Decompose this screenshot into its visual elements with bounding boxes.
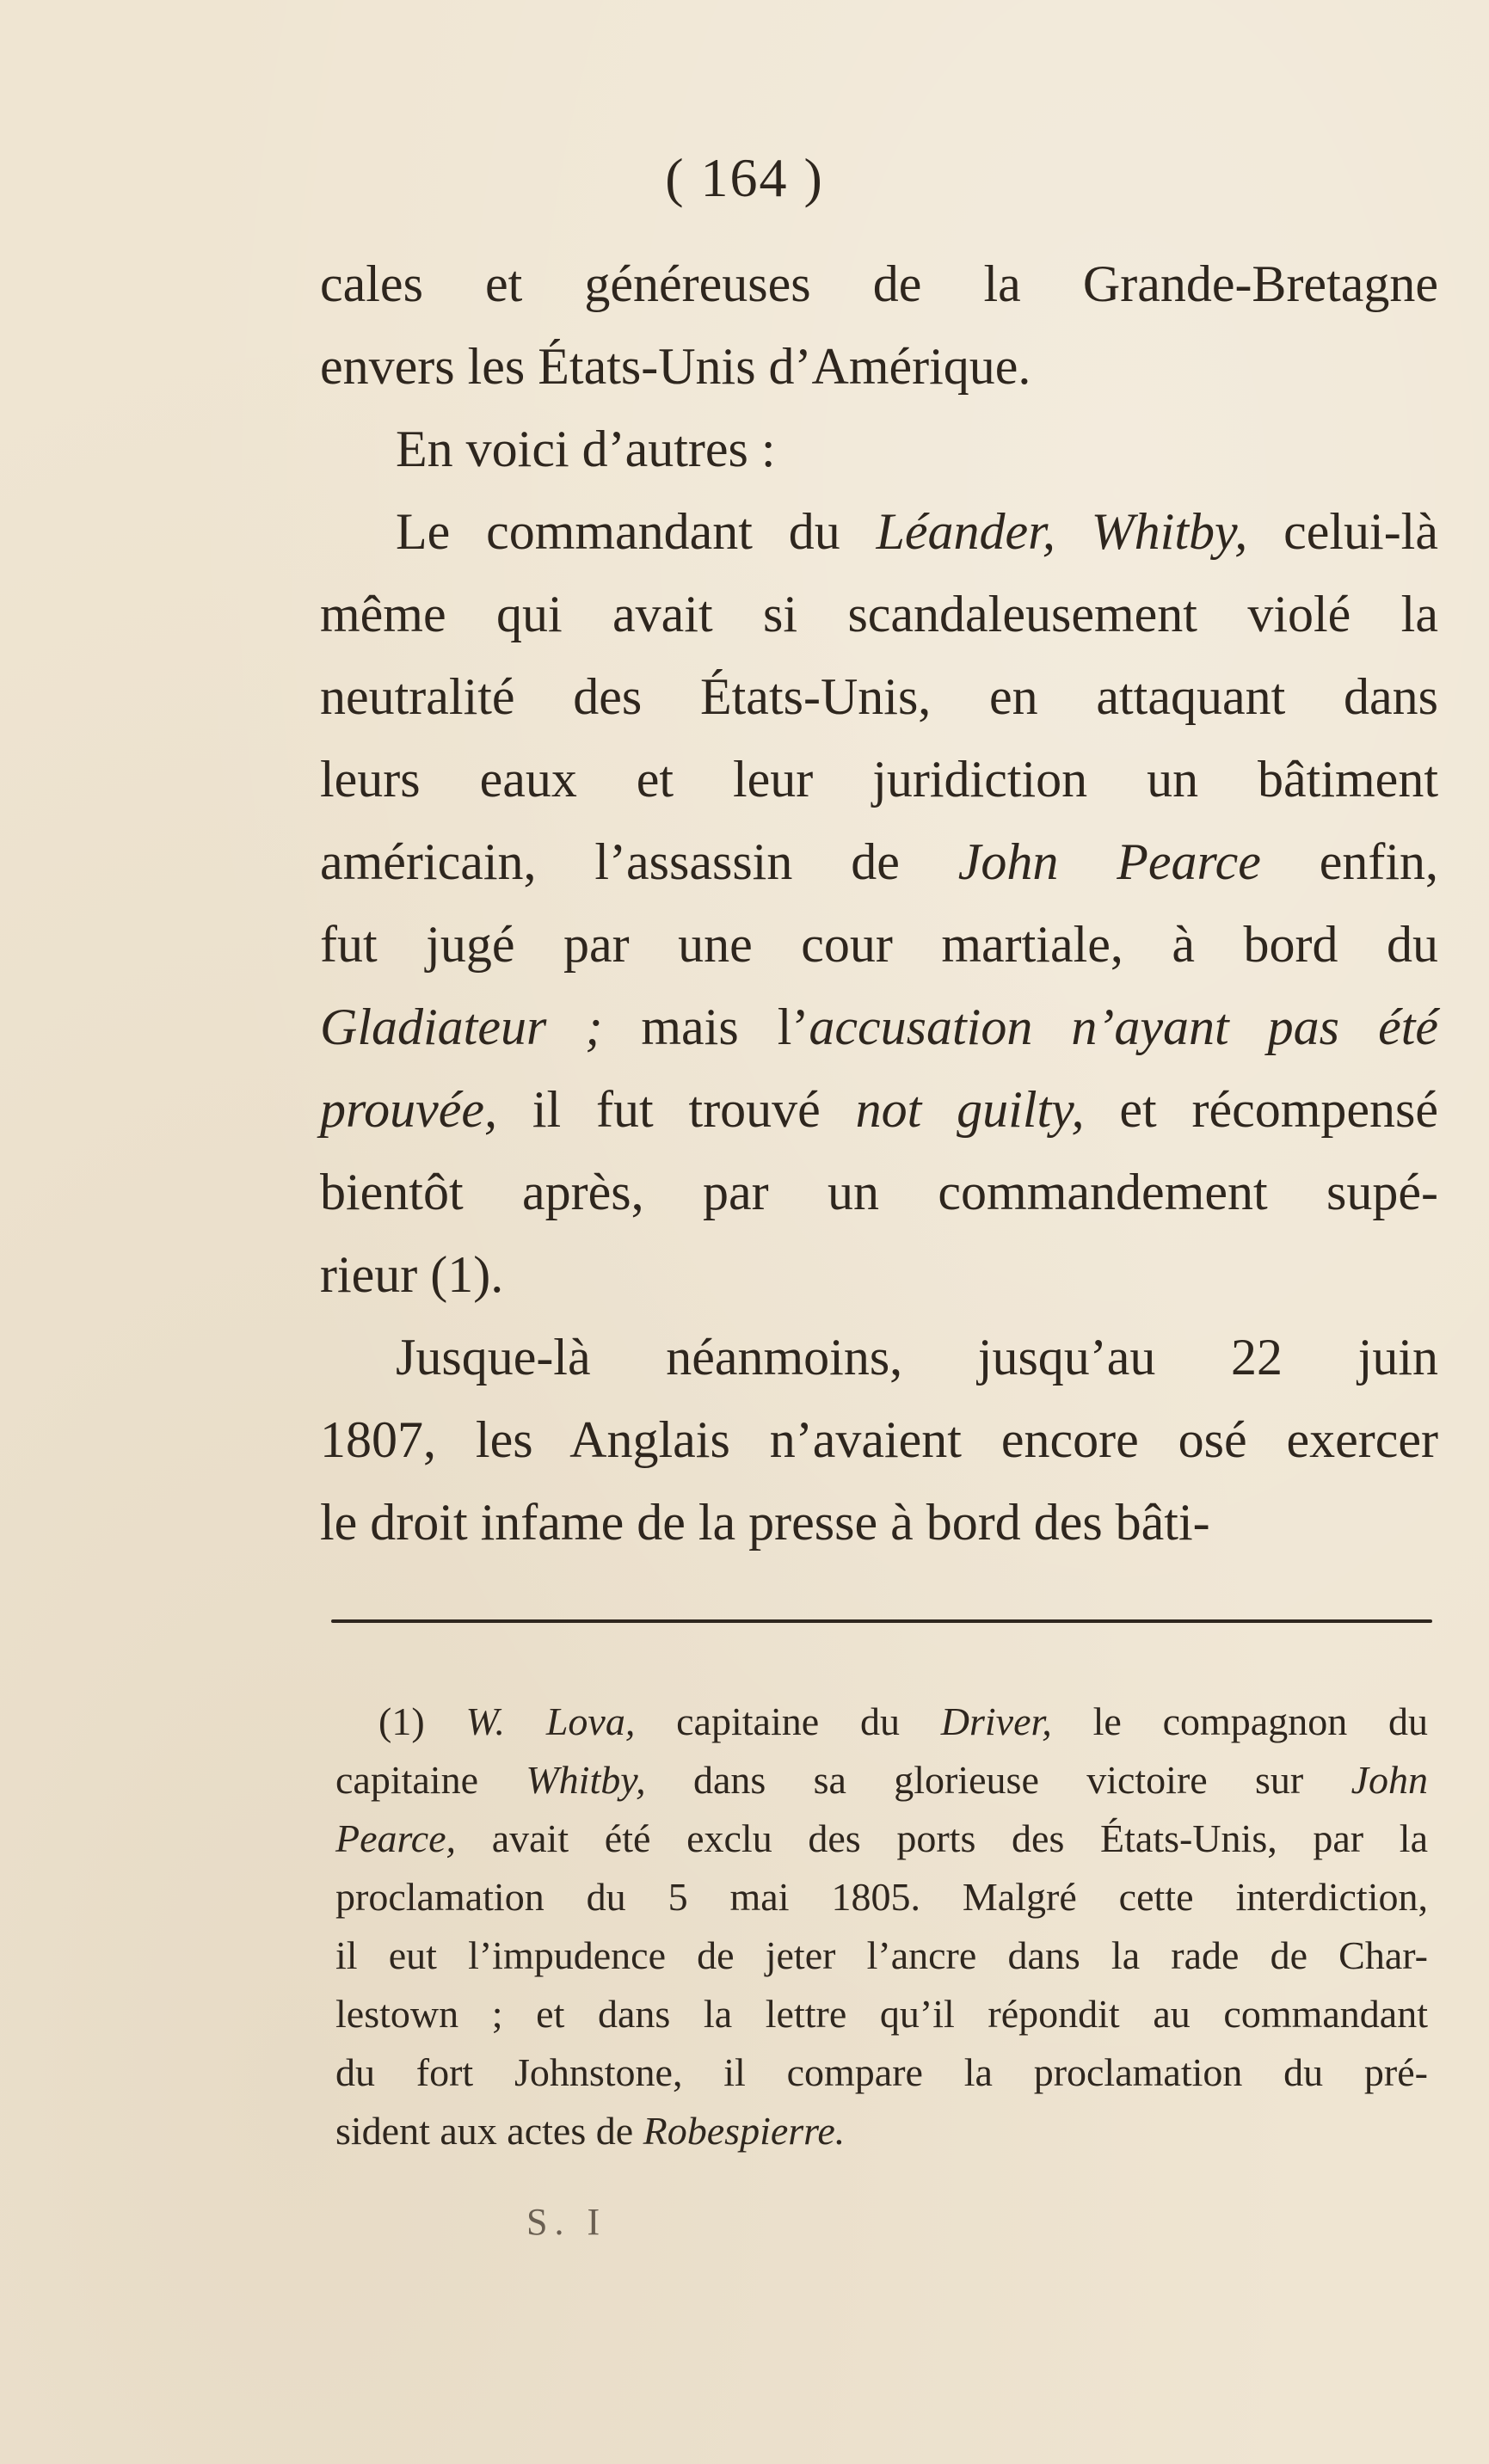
footnote-text: Whitby, (526, 1758, 646, 1802)
main-text (320, 243, 1438, 1564)
footnote-line (335, 1926, 1428, 1985)
footnote-line (335, 2102, 1428, 2160)
footnote-text: John (1351, 1758, 1428, 1802)
body-line (320, 573, 1438, 655)
body-line (320, 243, 1438, 325)
body-text-run: John Pearce (957, 833, 1261, 890)
body-text-run: En voici d’autres : (396, 421, 776, 477)
body-text-run: 1807, les Anglais n’avaient encore osé exercer (320, 1411, 1438, 1468)
body-text-run: Léander, Whitby, (876, 503, 1248, 560)
footnote-text: proclamation du 5 mai 1805. Malgré cette interdiction, (335, 1875, 1428, 1919)
footnote-text: W. Lova, (465, 1699, 636, 1743)
body-text-run: enfin, (1260, 833, 1438, 890)
body-text-run: il fut trouvé (497, 1081, 856, 1138)
body-text-run: Gladiateur ; (320, 999, 603, 1055)
footnote-text: capitaine (335, 1758, 526, 1802)
footnote (335, 1693, 1428, 2160)
body-text-run: envers les États-Unis d’Amérique. (320, 338, 1031, 395)
footnote-text: Driver, (940, 1699, 1052, 1743)
body-line (320, 1316, 1438, 1398)
footnote-text: du fort Johnstone, il compare la proclamation du pré- (335, 2050, 1428, 2094)
footnote-line (335, 1985, 1428, 2043)
footnote-text: (1) (378, 1699, 466, 1743)
body-text-run: même qui avait si scandaleusement violé la (320, 586, 1438, 642)
body-line (320, 820, 1438, 903)
footnote-text: lestown ; et dans la lettre qu’il répondit au commandant (335, 1992, 1428, 2036)
body-text-run: cales et généreuses de la Grande-Bretagne (320, 255, 1438, 312)
footnote-line (335, 1751, 1428, 1810)
footnote-line (335, 1693, 1428, 1751)
body-text-run: américain, l’assassin de (320, 833, 958, 890)
footnote-rule (331, 1619, 1432, 1623)
footnote-text: Robespierre. (643, 2109, 846, 2153)
body-text-run: et récompensé (1084, 1081, 1439, 1138)
body-line (320, 655, 1438, 738)
footnote-text: il eut l’impudence de jeter l’ancre dans la rade de Char- (335, 1933, 1428, 1977)
body-text-run: Jusque-là néanmoins, jusqu’au 22 juin (396, 1329, 1438, 1386)
body-text-run: Le commandant du (396, 503, 877, 560)
footnote-text: le compagnon du (1051, 1699, 1428, 1743)
body-text-run: accusation n’ayant pas été (809, 999, 1438, 1055)
body-text-run: not guilty, (855, 1081, 1085, 1138)
footnote-line (335, 1810, 1428, 1868)
body-line (320, 1233, 1438, 1316)
body-line (320, 325, 1438, 408)
footnote-line (335, 1868, 1428, 1926)
body-text-run: le droit infame de la presse à bord des bâti- (320, 1494, 1210, 1551)
footnote-text: sident aux actes de (335, 2109, 643, 2153)
body-line (320, 1151, 1438, 1233)
footnote-text: avait été exclu des ports des États-Unis, par la (456, 1816, 1428, 1860)
body-text-run: prouvée, (320, 1081, 498, 1138)
footnote-text: dans sa glorieuse victoire sur (645, 1758, 1351, 1802)
body-text-run: bientôt après, par un commandement supé- (320, 1164, 1438, 1220)
body-line (320, 903, 1438, 986)
body-line (320, 408, 1438, 490)
body-text-run: mais l’ (602, 999, 809, 1055)
page-number: ( 164 ) (665, 147, 824, 208)
footnote-text: Pearce, (335, 1816, 457, 1860)
footnote-line (335, 2043, 1428, 2102)
body-text-run: celui-là (1247, 503, 1438, 560)
body-text-run: rieur (1). (320, 1246, 504, 1303)
body-line (320, 1068, 1438, 1151)
body-line (320, 490, 1438, 573)
body-line (320, 986, 1438, 1068)
body-text-run: leurs eaux et leur juridiction un bâtiment (320, 751, 1438, 808)
body-line (320, 1398, 1438, 1481)
footnote-text: capitaine du (635, 1699, 941, 1743)
body-line (320, 1481, 1438, 1564)
body-line (320, 738, 1438, 820)
body-text-run: fut jugé par une cour martiale, à bord du (320, 916, 1438, 973)
body-text-run: neutralité des États-Unis, en attaquant dans (320, 668, 1438, 725)
signature-mark: S. I (526, 2201, 607, 2243)
